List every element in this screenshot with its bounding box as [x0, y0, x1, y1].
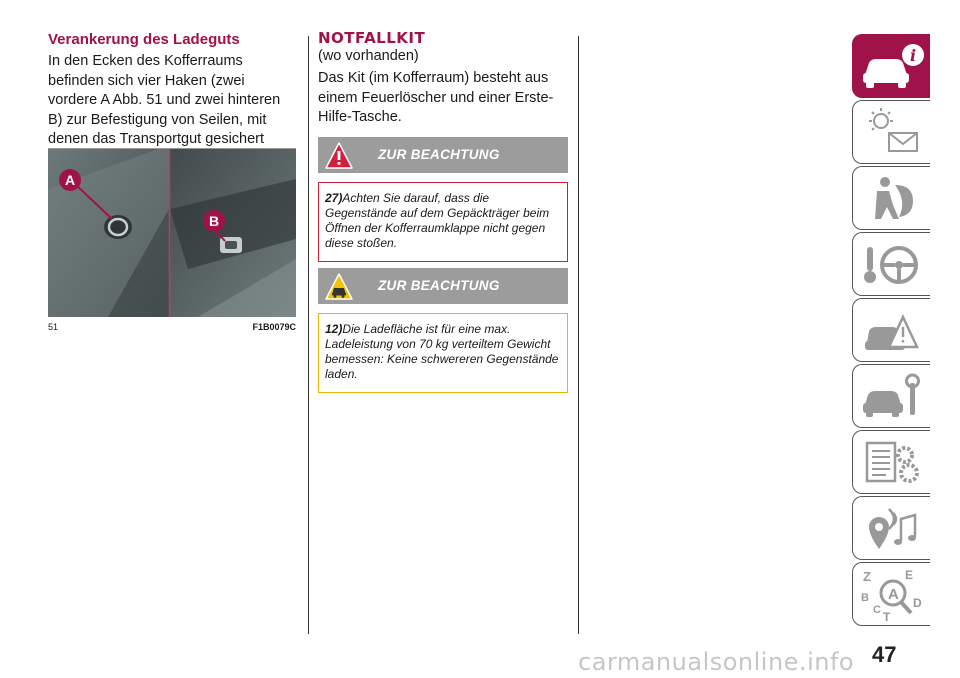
warning-number: 27)	[325, 191, 343, 205]
tab-maintenance[interactable]	[852, 364, 930, 428]
trunk-hooks-photo	[48, 149, 296, 317]
column-divider	[578, 36, 579, 634]
multimedia-icon	[859, 501, 925, 557]
index-letter: T	[883, 610, 891, 623]
tab-car-info[interactable]	[852, 34, 930, 98]
steering-wheel-icon	[859, 237, 925, 293]
page-number: 47	[872, 642, 897, 667]
tab-warning-lights[interactable]	[852, 100, 930, 164]
index-letter: A	[888, 586, 899, 603]
emergency-car-icon	[859, 303, 925, 359]
warning-number: 12)	[325, 322, 343, 336]
danger-warning-icon	[324, 141, 354, 171]
emergency-kit-text: Das Kit (im Kofferraum) besteht aus einem Feuerlöscher und einer Erste-Hilfe-Tasche.	[318, 70, 554, 125]
caution-car-icon	[324, 272, 354, 302]
section-subtitle: (wo vorhanden)	[318, 48, 419, 64]
middle-column	[318, 30, 568, 128]
warning-box-red	[318, 137, 568, 262]
tab-index[interactable]	[852, 562, 930, 626]
watermark: carmanualsonline.info	[578, 648, 855, 676]
figure-number: 51	[48, 322, 59, 332]
tab-multimedia[interactable]	[852, 496, 930, 560]
section-subheading: Verankerung des Ladeguts	[48, 31, 240, 48]
section-title: NOTFALLKIT	[318, 29, 426, 47]
warning-title: ZUR BEACHTUNG	[378, 147, 500, 162]
figure-51	[48, 148, 296, 318]
warning-title: ZUR BEACHTUNG	[378, 278, 500, 293]
warning-header	[318, 137, 568, 173]
car-info-icon	[859, 39, 925, 95]
tab-safety[interactable]	[852, 166, 930, 230]
cargo-anchoring-text: In den Ecken des Kofferraums befinden sich vier Haken (zwei vordere A Abb. 51 und zwei hinteren B) zur Befestigung von Seilen, mit denen das Transportgut gesichert	[48, 53, 281, 147]
warning-text: Die Ladefläche ist für eine max. Ladeleistung von 70 kg verteiltem Gewicht bemessen: Keine schwereren Gegenstände laden.	[325, 322, 559, 381]
index-letter: B	[861, 592, 869, 604]
index-icon	[859, 567, 925, 623]
technical-data-icon	[859, 435, 925, 491]
figure-label-b: B	[208, 213, 220, 229]
tab-technical-data[interactable]	[852, 430, 930, 494]
warning-text: Achten Sie darauf, dass die Gegenstände auf dem Gepäckträger beim Öffnen der Kofferraumklappe nicht gegen diese stoßen.	[325, 191, 550, 250]
safety-airbag-icon	[859, 171, 925, 227]
column-divider	[308, 36, 309, 634]
warning-lights-icon	[859, 105, 925, 161]
warning-header	[318, 268, 568, 304]
warning-body	[318, 313, 568, 393]
warning-body	[318, 182, 568, 262]
tab-emergency[interactable]	[852, 298, 930, 362]
warning-box-yellow	[318, 268, 568, 393]
index-letter: E	[905, 568, 914, 582]
maintenance-icon	[859, 369, 925, 425]
tab-driving[interactable]	[852, 232, 930, 296]
figure-label-a: A	[64, 172, 76, 188]
index-letter: C	[873, 604, 881, 616]
index-letter: Z	[863, 569, 871, 584]
figure-code: F1B0079C	[252, 322, 296, 332]
index-letter: D	[913, 596, 922, 610]
figure-caption	[48, 322, 296, 336]
svg-text:i: i	[909, 46, 917, 65]
